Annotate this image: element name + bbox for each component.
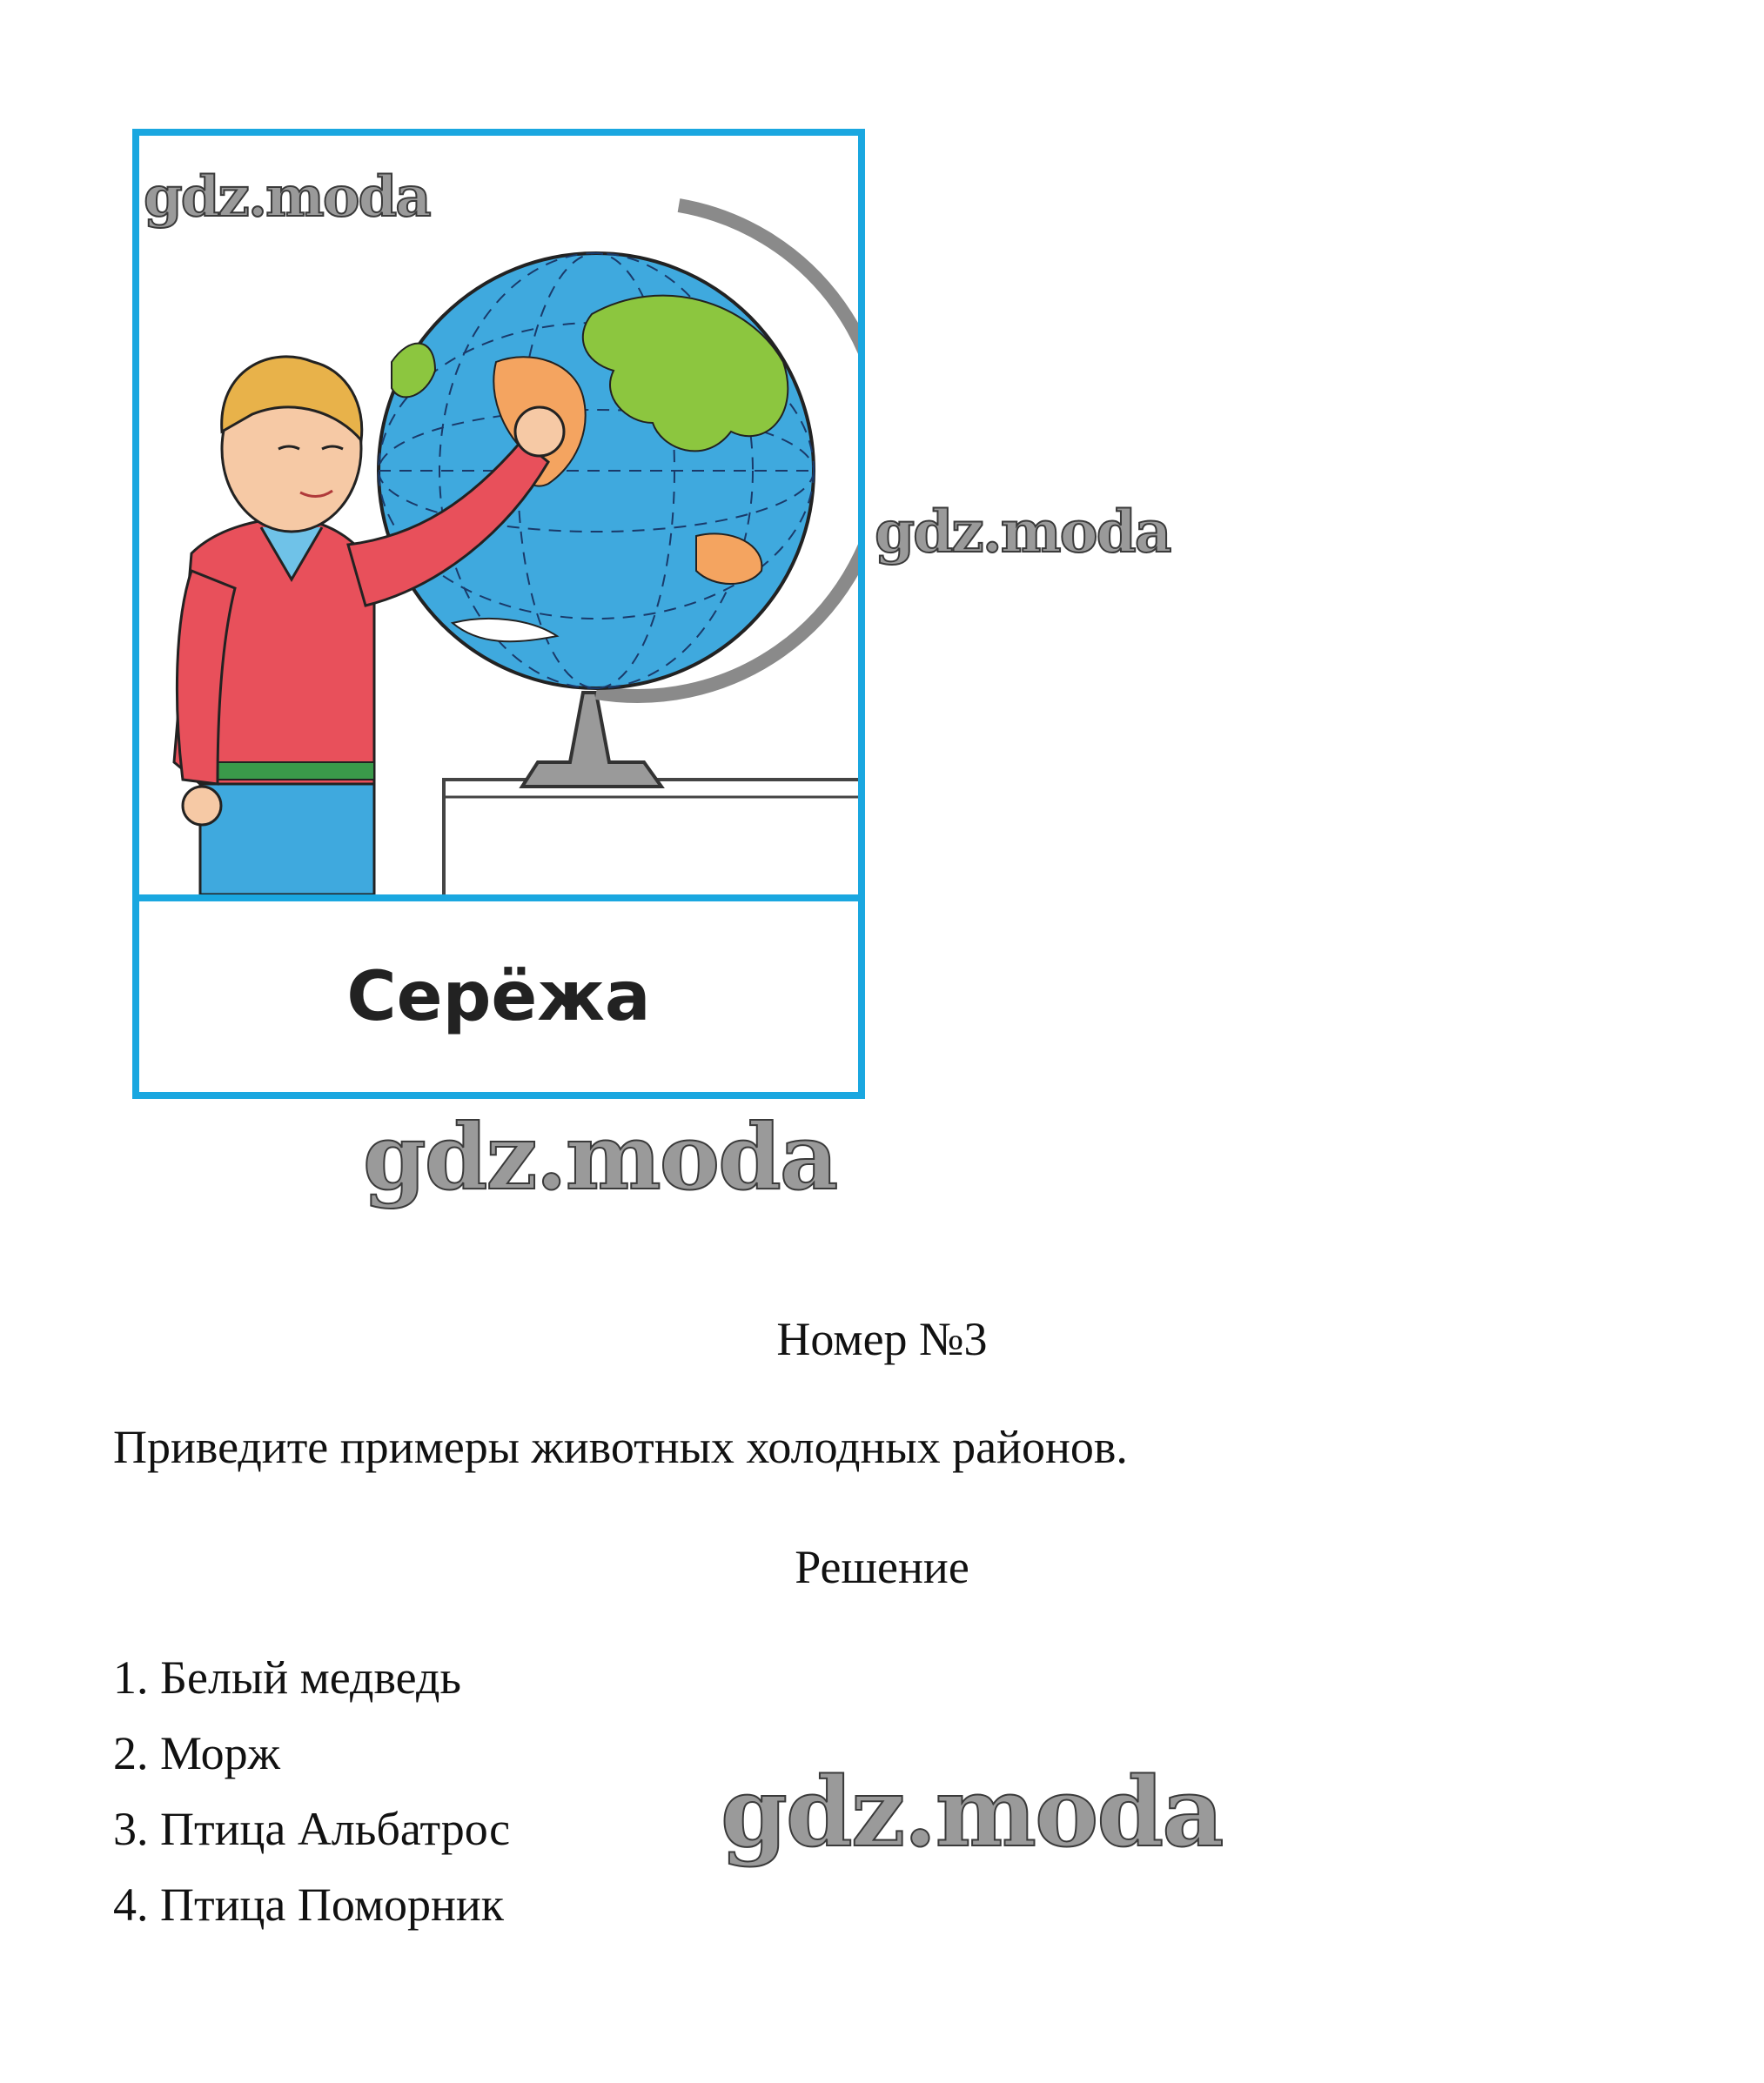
globe-stand xyxy=(522,693,661,787)
character-card xyxy=(132,129,865,1099)
illustration-svg xyxy=(139,136,858,894)
watermark: gdz.moda xyxy=(144,164,430,230)
card-caption: Серёжа xyxy=(346,957,651,1036)
watermark: gdz.moda xyxy=(721,1756,1223,1868)
card-divider xyxy=(139,894,858,901)
task-number: Номер №3 xyxy=(776,1313,988,1365)
boy-hand xyxy=(515,407,564,456)
list-item: 1. Белый медведь xyxy=(113,1651,462,1704)
list-item: 2. Морж xyxy=(113,1727,280,1779)
solution-title: Решение xyxy=(795,1541,969,1593)
task-question: Приведите примеры животных холодных районов. xyxy=(113,1421,1128,1473)
watermark: gdz.moda xyxy=(363,1103,837,1210)
boy-with-globe-illustration xyxy=(139,136,858,894)
list-item: 4. Птица Поморник xyxy=(113,1879,505,1931)
list-item: 3. Птица Альбатрос xyxy=(113,1803,511,1855)
boy-trousers xyxy=(200,780,374,894)
watermark: gdz.moda xyxy=(875,498,1170,566)
answer-list xyxy=(113,1651,510,1954)
